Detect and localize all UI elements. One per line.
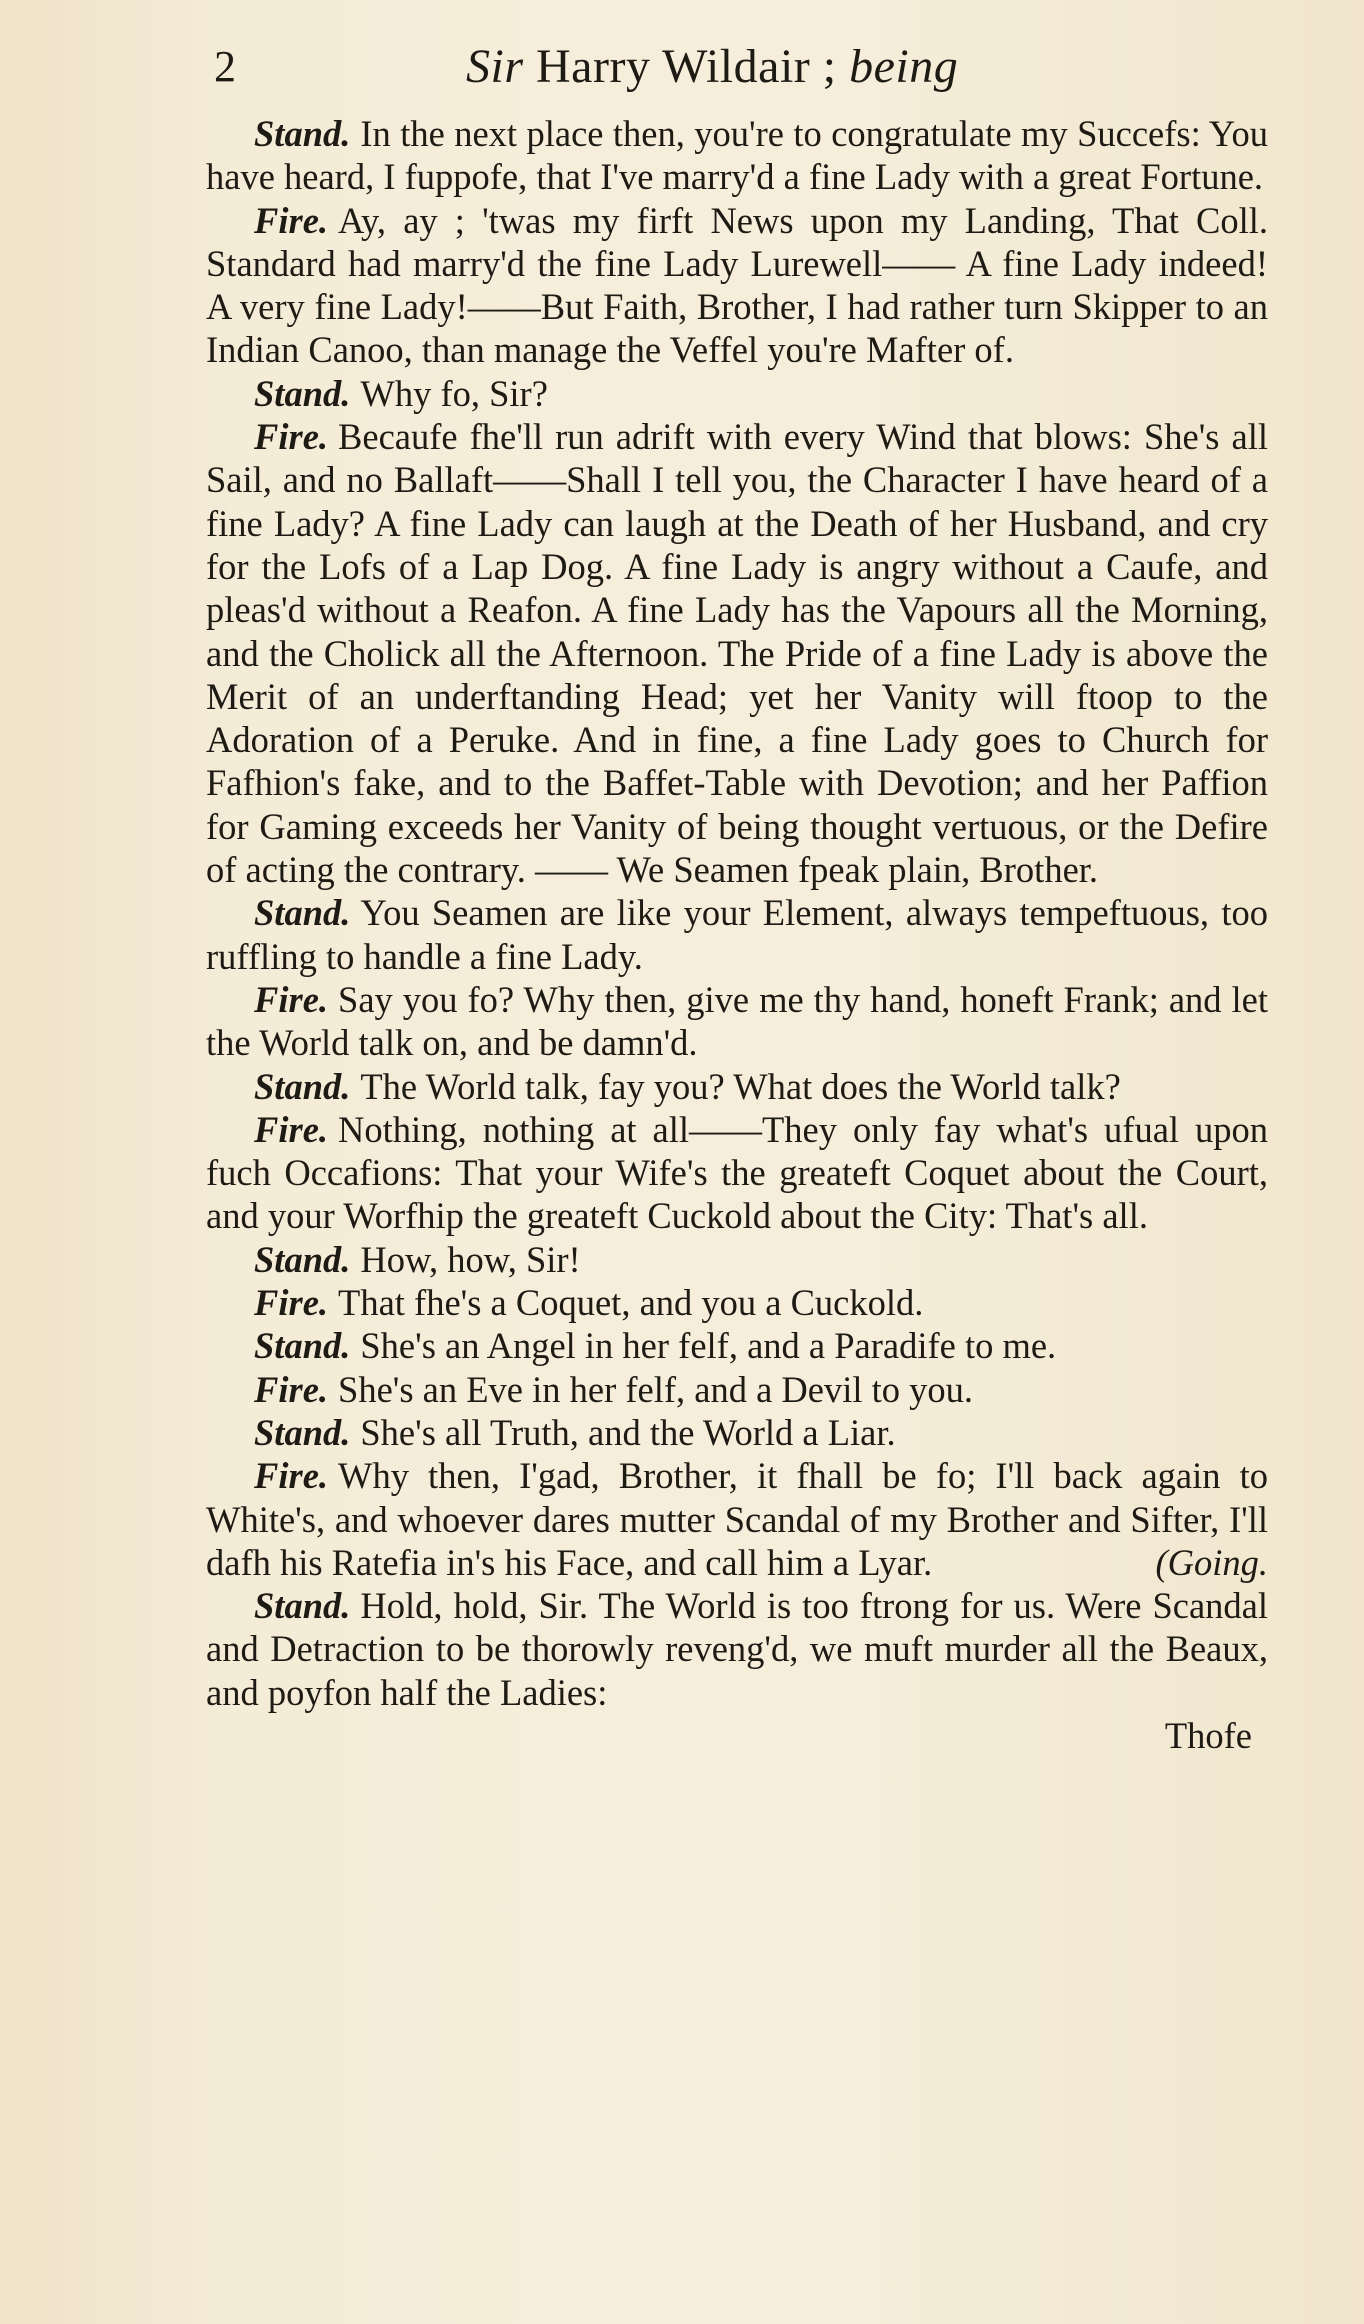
speech-text: Becaufe fhe'll run adrift with every Wind that blows: She's all Sail, and no Ballaft——Shall I tell you, the Character I have heard of a fine Lady? A fine Lady can laugh at the Death of her Husband, and cry for the Lofs of a Lap Dog. A fine Lady is angry without a Caufe, and pleas'd without a Reafon. A fine Lady has the Vapours all the Morning, and the Cholick all the Afternoon. The Pride of a fine Lady is above the Merit of an underftanding Head; yet her Vanity will ftoop to the Adoration of a Peruke. And in fine, a fine Lady goes to Church for Fafhion's fake, and to the Baffet-Table with Devotion; and her Paffion for Gaming exceeds her Vanity of being thought vertuous, or the Defire of acting the contrary. —— We Seamen fpeak plain, Brother. (206, 416, 1268, 891)
speech-text: She's an Angel in her felf, and a Paradife to me. (360, 1325, 1057, 1367)
dialogue-text (206, 112, 1268, 1714)
speech (206, 1065, 1268, 1108)
speech-text: Say you fo? Why then, give me thy hand, honeft Frank; and let the World talk on, and be damn'd. (206, 978, 1268, 1064)
speech-text: In the next place then, you're to congratulate my Succefs: You have heard, I fuppofe, that I've marry'd a fine Lady with a great Fortune. (206, 113, 1268, 198)
speech (206, 978, 1268, 1065)
speech (206, 1584, 1268, 1714)
speaker-name: Stand. (254, 1325, 351, 1367)
speaker-name: Stand. (254, 372, 351, 414)
speaker-name: Fire. (254, 1455, 329, 1497)
speech (206, 1454, 1268, 1584)
speech-text: She's all Truth, and the World a Liar. (360, 1411, 896, 1453)
speech-text: She's an Eve in her felf, and a Devil to you. (338, 1368, 974, 1410)
speaker-name: Fire. (254, 416, 329, 458)
speaker-name: Stand. (254, 113, 351, 154)
speech-text: How, how, Sir! (360, 1238, 581, 1280)
speech (206, 1281, 1268, 1324)
speech-text: Why fo, Sir? (360, 372, 548, 414)
speech (206, 415, 1268, 891)
speech (206, 199, 1268, 372)
speech (206, 112, 1268, 199)
speaker-name: Stand. (254, 1238, 351, 1280)
speaker-name: Stand. (254, 1585, 351, 1627)
speaker-name: Stand. (254, 1065, 351, 1107)
speaker-name: Fire. (254, 199, 329, 241)
speech (206, 1368, 1268, 1411)
page-number: 2 (214, 42, 236, 91)
catchword: Thofe (1164, 1714, 1252, 1756)
speech (206, 1324, 1268, 1367)
speech-text: Nothing, nothing at all——They only fay what's ufual upon fuch Occafions: That your Wife's the greateft Coquet about the Court, and your Worfhip the greateft Cuckold about the City: That's all. (206, 1108, 1268, 1237)
speech (206, 1411, 1268, 1454)
speech-text: The World talk, fay you? What does the World talk? (360, 1065, 1121, 1107)
title-italic-end: being (849, 40, 959, 93)
speaker-name: Fire. (254, 1368, 329, 1410)
title-italic-start: Sir (466, 40, 524, 93)
speech (206, 891, 1268, 978)
speech-text: Hold, hold, Sir. The World is too ftrong for us. Were Scandal and Detraction to be thorowly reveng'd, we muft murder all the Beaux, and poyfon half the Ladies: (206, 1585, 1268, 1713)
title-roman: Harry Wildair ; (536, 40, 837, 93)
running-title (466, 22, 958, 112)
stage-direction: (Going. (1155, 1541, 1268, 1583)
speaker-name: Fire. (254, 978, 329, 1020)
speech-text: That fhe's a Coquet, and you a Cuckold. (338, 1282, 924, 1324)
speech-text: You Seamen are like your Element, always tempeftuous, too ruffling to handle a fine Lady. (206, 892, 1268, 977)
speaker-name: Stand. (254, 1411, 351, 1453)
speech (206, 1108, 1268, 1238)
speaker-name: Fire. (254, 1282, 329, 1324)
running-head (206, 22, 1268, 112)
speaker-name: Stand. (254, 892, 351, 934)
speaker-name: Fire. (254, 1108, 329, 1150)
speech (206, 372, 1268, 415)
speech (206, 1238, 1268, 1281)
speech-text: Why then, I'gad, Brother, it fhall be fo; I'll back again to White's, and whoever dares mutter Scandal of my Brother and Sifter, I'll dafh his Ratefia in's his Face, and call him a Lyar. (206, 1455, 1268, 1583)
speech-text: Ay, ay ; 'twas my firft News upon my Landing, That Coll. Standard had marry'd the fine Lady Lurewell—— A fine Lady indeed! A very fine Lady!——But Faith, Brother, I had rather turn Skipper to an Indian Canoo, than manage the Veffel you're Mafter of. (206, 199, 1268, 371)
